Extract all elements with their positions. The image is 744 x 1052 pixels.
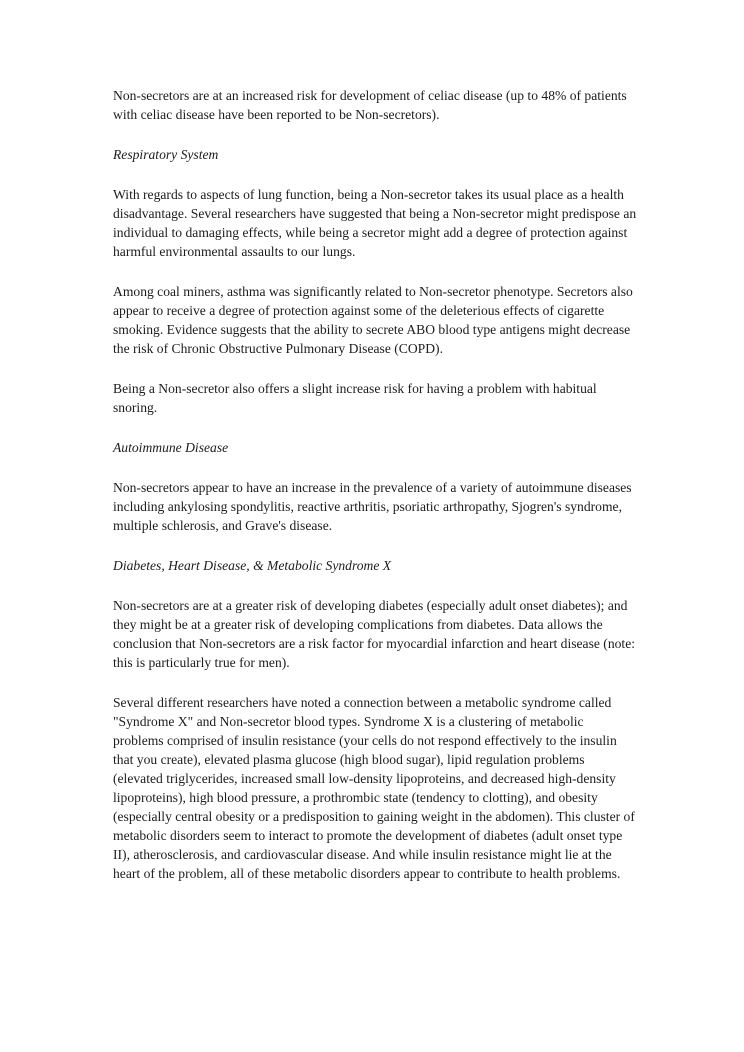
paragraph: Non-secretors are at an increased risk for development of celiac disease (up to 48% of patients with celiac disease have been reported to be Non-secretors). xyxy=(113,88,627,122)
section-heading: Respiratory System xyxy=(113,147,219,162)
paragraph: Among coal miners, asthma was significantly related to Non-secretor phenotype. Secretors also appear to receive a degree of protection against some of the deleterious effects of cigarette smoking. Evidence suggests that the ability to secrete ABO blood type antigens might decrease the risk of Chronic Obstructive Pulmonary Disease (COPD). xyxy=(113,284,633,356)
paragraph: Being a Non-secretor also offers a slight increase risk for having a problem with habitual snoring. xyxy=(113,381,597,415)
section-heading: Diabetes, Heart Disease, & Metabolic Syndrome X xyxy=(113,558,392,573)
paragraph: Non-secretors are at a greater risk of developing diabetes (especially adult onset diabetes); and they might be at a greater risk of developing complications from diabetes. Data allows the conclusion that Non-secretors are a risk factor for myocardial infarction and heart disease (note: this is particularly true for men). xyxy=(113,598,636,670)
paragraph: Several different researchers have noted a connection between a metabolic syndrome called "Syndrome X" and Non-secretor blood types. Syndrome X is a clustering of metabolic problems comprised of insulin resistance (your cells do not respond effectively to the insulin that you create), elevated plasma glucose (high blood sugar), lipid regulation problems (elevated triglycerides, increased small low-density lipoproteins, and decreased high-density lipoproteins), high blood pressure, a prothrombic state (tendency to clotting), and obesity (especially central obesity or a predisposition to gaining weight in the abdomen). This cluster of metabolic disorders seem to interact to promote the development of diabetes (adult onset type II), atherosclerosis, and cardiovascular disease. And while insulin resistance might lie at the heart of the problem, all of these metabolic disorders appear to contribute to health problems. xyxy=(113,695,635,881)
paragraph: With regards to aspects of lung function, being a Non-secretor takes its usual place as a health disadvantage. Several researchers have suggested that being a Non-secretor might predispose an individual to damaging effects, while being a secretor might add a degree of protection against harmful environmental assaults to our lungs. xyxy=(113,187,637,259)
text-column xyxy=(113,86,637,904)
section-heading: Autoimmune Disease xyxy=(113,440,229,455)
paragraph: Non-secretors appear to have an increase in the prevalence of a variety of autoimmune diseases including ankylosing spondylitis, reactive arthritis, psoriatic arthropathy, Sjogren's syndrome, multiple schlerosis, and Grave's disease. xyxy=(113,480,632,533)
